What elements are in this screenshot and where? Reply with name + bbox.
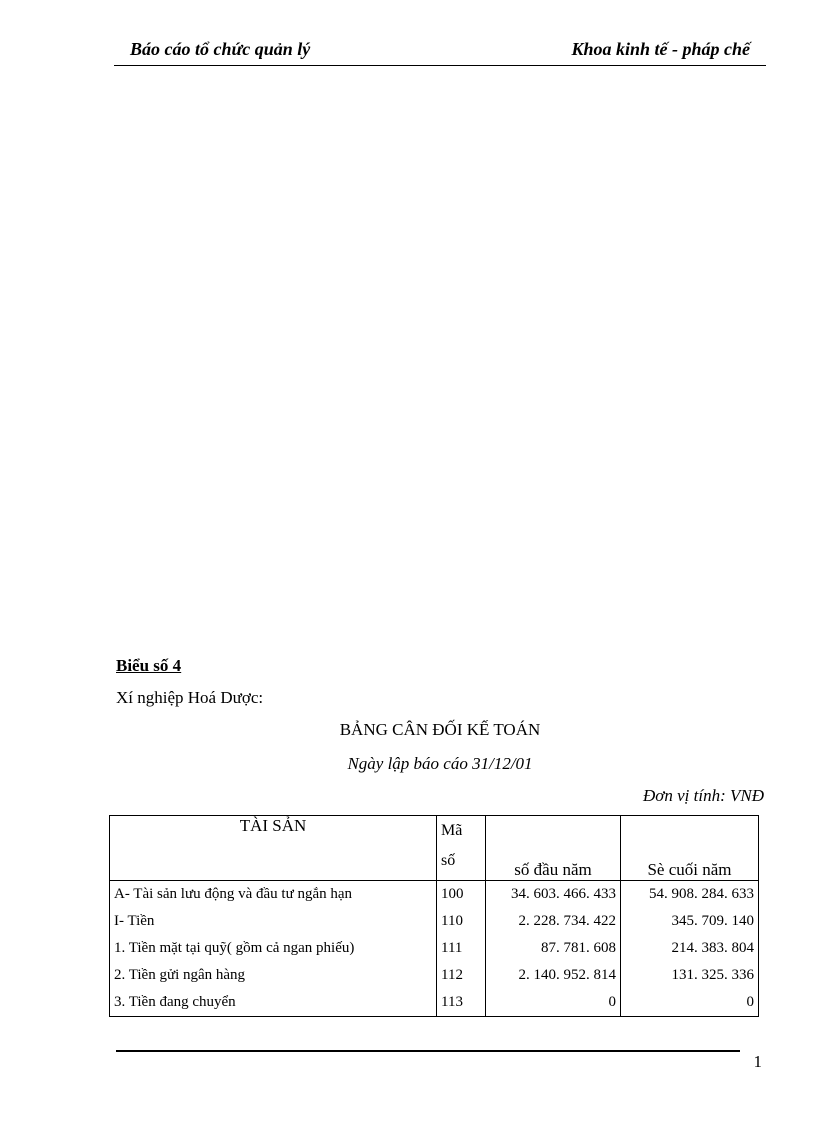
table-row [110, 881, 759, 909]
header-code-line1: Mã [441, 822, 463, 839]
header-right-title: Khoa kinh tế - pháp chế [571, 39, 750, 59]
row-code: 110 [437, 908, 486, 935]
row-code: 113 [437, 989, 486, 1017]
document-title: BẢNG CÂN ĐỐI KẾ TOÁN [339, 720, 541, 739]
footer-rule [116, 1050, 740, 1052]
row-begin: 2. 228. 734. 422 [486, 908, 621, 935]
report-date: Ngày lập báo cáo 31/12/01 [347, 754, 533, 773]
row-name: A- Tài sản lưu động và đầu tư ngắn hạn [110, 881, 437, 909]
row-name: 1. Tiền mặt tại quỹ( gồm cả ngan phiếu) [110, 935, 437, 962]
page-number: 1 [753, 1052, 762, 1071]
row-end: 345. 709. 140 [621, 908, 759, 935]
form-label: Biểu số 4 [116, 656, 182, 675]
header-rule [114, 65, 766, 66]
table-row [110, 962, 759, 989]
row-name: I- Tiền [110, 908, 437, 935]
header-begin-year: số đầu năm [486, 816, 621, 881]
row-code: 112 [437, 962, 486, 989]
header-left-title: Báo cáo tổ chức quản lý [130, 39, 311, 59]
row-code: 111 [437, 935, 486, 962]
row-begin: 34. 603. 466. 433 [486, 881, 621, 909]
row-end: 54. 908. 284. 633 [621, 881, 759, 909]
table-row [110, 935, 759, 962]
row-begin: 2. 140. 952. 814 [486, 962, 621, 989]
header-end-year: Sè cuối năm [621, 816, 759, 881]
row-begin: 87. 781. 608 [486, 935, 621, 962]
row-begin: 0 [486, 989, 621, 1017]
company-name: Xí nghiệp Hoá Dược: [116, 688, 264, 707]
table-row [110, 989, 759, 1017]
table-header-row [110, 816, 759, 881]
row-end: 214. 383. 804 [621, 935, 759, 962]
header-code [437, 816, 486, 881]
row-name: 2. Tiền gửi ngân hàng [110, 962, 437, 989]
currency-unit: Đơn vị tính: VNĐ [643, 786, 764, 805]
row-end: 0 [621, 989, 759, 1017]
row-end: 131. 325. 336 [621, 962, 759, 989]
header-asset: TÀI SẢN [110, 816, 437, 881]
balance-sheet-table [109, 815, 759, 1017]
header-code-line2: số [441, 852, 456, 869]
row-code: 100 [437, 881, 486, 909]
row-name: 3. Tiền đang chuyển [110, 989, 437, 1017]
table-row [110, 908, 759, 935]
